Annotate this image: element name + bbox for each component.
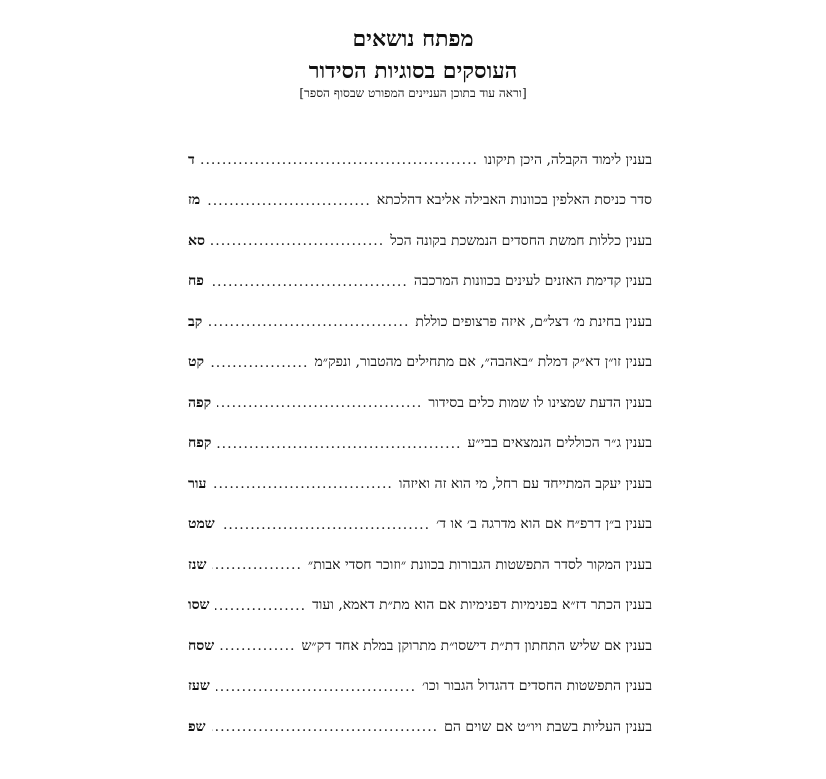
index-entry xyxy=(188,221,652,262)
page-title: מפתח נושאים xyxy=(352,26,474,52)
index-entry xyxy=(188,302,652,343)
entry-text: בענין העליות בשבת ויו״ט אם שוים הם xyxy=(444,718,652,735)
index-entry xyxy=(188,667,652,708)
index-entry xyxy=(188,505,652,546)
dot-leader xyxy=(206,192,371,210)
entry-text: בענין לימוד הקבלה, היכן תיקונו xyxy=(484,151,652,168)
entry-page: מז xyxy=(188,192,201,209)
entry-page: שסח xyxy=(188,637,215,654)
entry-text: בענין אם שליש התחתון דת״ת דישסו״ת מתרוקן במלת אחד דק״ש xyxy=(301,637,652,654)
entry-text: בענין יעקב המתייחד עם רחל, מי הוא זה ואיזהו xyxy=(398,475,652,492)
entry-page: קפח xyxy=(188,435,212,452)
index-entry xyxy=(188,464,652,505)
index-entry xyxy=(188,626,652,667)
entry-text: סדר כניסת האלפין בכוונות האבילה אליבא דהלכתא xyxy=(376,192,652,209)
dot-leader xyxy=(217,435,461,453)
index-entry xyxy=(188,262,652,303)
dot-leader xyxy=(215,597,306,615)
entry-text: בענין זו״ן דא״ק דמלת ״באהבה״, אם מתחילים מהטבור, ונפק״מ xyxy=(314,354,652,371)
index-entry xyxy=(188,424,652,465)
entry-text: בענין ב״ן דרפ״ח אם הוא מדרגה ב׳ או ד׳ xyxy=(436,516,652,533)
entry-page: שמט xyxy=(188,516,215,533)
index-entry xyxy=(188,383,652,424)
dot-leader xyxy=(216,678,416,696)
entry-text: בענין המקור לסדר התפשטות הגבורות בכוונת ״וזוכר חסדי אבות״ xyxy=(307,556,652,573)
entry-page: ד xyxy=(188,151,195,168)
topics-index-list xyxy=(188,140,652,748)
entry-page: קב xyxy=(188,313,203,330)
entry-text: בענין ג״ר הכוללים הנמצאים בבי״ע xyxy=(467,435,652,452)
dot-leader xyxy=(210,273,408,291)
dot-leader xyxy=(212,556,302,574)
entry-text: בענין בחינת מ׳ דצל״ם, איזה פרצופים כוללת xyxy=(415,313,652,330)
reference-note: [וראה עוד בתוכן העניינים המפורט שבסוף הספר] xyxy=(299,86,527,100)
index-entry xyxy=(188,181,652,222)
dot-leader xyxy=(211,232,384,250)
entry-text: בענין הדעת שמצינו לו שמות כלים בסידור xyxy=(428,394,652,411)
dot-leader xyxy=(208,313,409,331)
dot-leader xyxy=(221,516,430,534)
index-entry xyxy=(188,707,652,748)
dot-leader xyxy=(212,718,439,736)
entry-page: קט xyxy=(188,354,204,371)
entry-page: שנז xyxy=(188,556,207,573)
entry-page: שעז xyxy=(188,678,210,695)
entry-page: קפה xyxy=(188,394,212,411)
dot-leader xyxy=(210,354,309,372)
index-entry xyxy=(188,545,652,586)
page-subtitle: העוסקים בסוגיות הסידור xyxy=(308,58,518,84)
entry-text: בענין התפשטות החסדים דהגדול הגבור וכו׳ xyxy=(422,678,652,695)
entry-page: עור xyxy=(188,475,207,492)
entry-page: סא xyxy=(188,232,205,249)
entry-page: שסו xyxy=(188,597,210,614)
entry-text: בענין הכתר דז״א בפנימיות דפנימיות אם הוא מת״ת דאמא, ועוד xyxy=(312,597,652,614)
dot-leader xyxy=(220,637,295,655)
dot-leader xyxy=(217,394,422,412)
dot-leader xyxy=(212,475,392,493)
index-entry xyxy=(188,586,652,627)
entry-text: בענין כללות חמשת החסדים הנמשכת בקונה הכל xyxy=(390,232,652,249)
index-entry xyxy=(188,343,652,384)
entry-page: פח xyxy=(188,273,204,290)
entry-text: בענין קדימת האזנים לעינים בכוונות המרכבה xyxy=(413,273,652,290)
entry-page: שפ xyxy=(188,718,206,735)
dot-leader xyxy=(201,151,478,169)
index-entry xyxy=(188,140,652,181)
